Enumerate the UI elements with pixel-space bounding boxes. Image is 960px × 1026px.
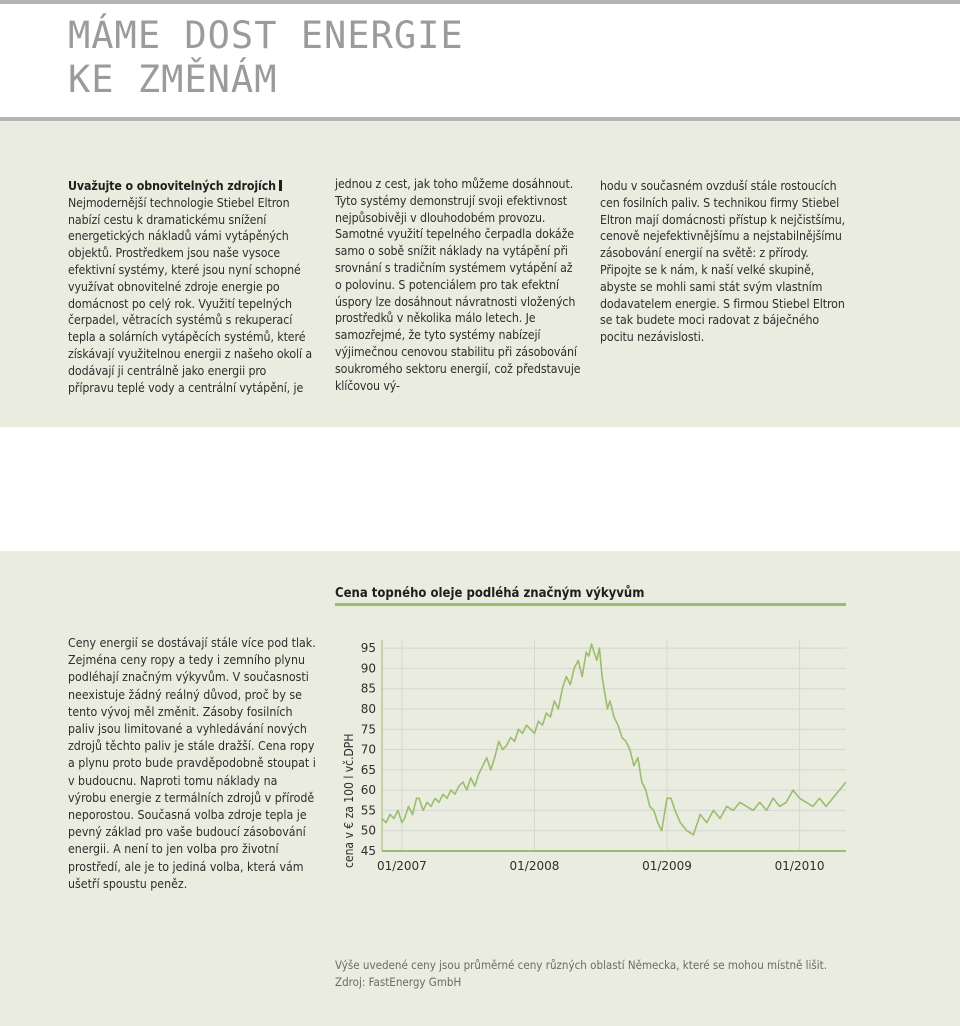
y-tick-label: 75 xyxy=(360,722,376,737)
separator-bar xyxy=(279,180,282,191)
y-tick-label: 90 xyxy=(360,661,376,676)
y-tick-label: 65 xyxy=(360,762,376,777)
chart-y-axis-label: cena v € za 100 l vč.DPH xyxy=(342,733,356,868)
x-tick-label: 01/2010 xyxy=(774,859,825,873)
oil-price-chart xyxy=(355,626,850,876)
y-tick-label: 45 xyxy=(360,844,376,858)
x-tick-label: 01/2009 xyxy=(642,859,692,873)
chart-title-rule xyxy=(335,603,846,606)
chart-axes xyxy=(382,640,846,851)
y-tick-label: 70 xyxy=(360,742,376,757)
chart-series xyxy=(382,644,846,835)
y-tick-label: 85 xyxy=(360,681,376,696)
footnote-source: Zdroj: FastEnergy GmbH xyxy=(335,974,462,989)
intro-column-2: jednou z cest, jak toho můžeme dosáhnout. Tyto systémy demonstrují svoji efektivnost nejpůsobivěji v dlouhodobém provozu. Samotné využití tepelného čerpadla dokáže samo o sobě snížit náklady na vytápění při srovnání s tradičním systémem vytápění až o polovinu. S potenciálem pro tak efektní úspory lze dosáhnout návratnosti vložených prostředků v několika málo letech. Je samozřejmé, že tyto systémy nabízejí výjimečnou cenovou stabilitu při zásobování soukromého sektoru energií, což představuje klíčovou vý- xyxy=(335,177,581,393)
chart-title: Cena topného oleje podléhá značným výkyvům xyxy=(335,586,645,601)
y-tick-label: 60 xyxy=(360,783,376,798)
footnote xyxy=(335,957,855,990)
footnote-line-1: Výše uvedené ceny jsou průměrné ceny různých oblastí Německa, které se mohou místně lišit. xyxy=(335,958,828,972)
side-text: Ceny energií se dostávají stále více pod tlak. Zejména ceny ropy a tedy i zemního plynu podléhají značným výkyvům. V současnosti neexistuje žádný reálný důvod, proč by se tento vývoj měl změnit. Zásoby fosilních paliv jsou limitované a vyhledávání nových zdrojů těchto paliv je stále dražší. Cena ropy a plynu proto bude pravděpodobně stoupat i v budoucnu. Naproti tomu náklady na výrobu energie z termálních zdrojů v přírodě neporostou. Současná volba zdroje tepla je pevný základ pro vaše budoucí zásobování energii. A není to jen volba pro životní prostředí, ale je to jediná volba, která vám ušetří spoustu peněz. xyxy=(68,636,316,891)
x-tick-label: 01/2008 xyxy=(509,859,560,873)
y-tick-label: 55 xyxy=(360,803,376,818)
y-tick-label: 95 xyxy=(360,641,376,656)
intro-column-1-text: Nejmodernější technologie Stiebel Eltron nabízí cestu k dramatickému snížení energetických nákladů vámi vytápěných objektů. Prostředkem jsou naše vysoce efektivní systémy, které jsou nyní schopné využívat obnovitelné zdroje energie po domácnost po celý rok. Využití tepelných čerpadel, větracích systémů s rekuperací tepla a solárních vytápěcích systémů, které získávají využitelnou energii z našeho okolí a dodávají ji centrálně jako energii pro přípravu teplé vody a centrální vytápění, je xyxy=(68,195,313,395)
y-tick-label: 50 xyxy=(360,823,376,838)
chart-x-ticks xyxy=(377,859,825,873)
intro-lead: Uvažujte o obnovitelných zdrojích xyxy=(68,179,276,193)
series-line xyxy=(382,644,846,835)
intro-column-1 xyxy=(68,178,315,396)
chart-grid xyxy=(382,640,846,851)
chart-y-ticks xyxy=(361,641,376,858)
intro-column-3: hodu v současném ovzduší stále rostoucích cen fosilních paliv. S technikou firmy Stiebel Eltron mají domácnosti přístup k nejčistšímu, cenově nejefektivnějšímu a nejstabilnějšímu zásobování energií na světě: z přírody. Připojte se k nám, k naší velké skupině, abyste se mohli sami stát svým vlastním dodavatelem energie. S firmou Stiebel Eltron se tak budete moci radovat z báječného pocitu nezávislosti. xyxy=(600,179,846,345)
title-line-1: MÁME DOST ENERGIE xyxy=(68,14,464,57)
page-title xyxy=(68,14,464,102)
y-tick-label: 80 xyxy=(360,701,376,716)
top-rule xyxy=(0,0,960,4)
title-line-2: KE ZMĚNÁM xyxy=(68,58,278,101)
x-tick-label: 01/2007 xyxy=(376,859,427,873)
